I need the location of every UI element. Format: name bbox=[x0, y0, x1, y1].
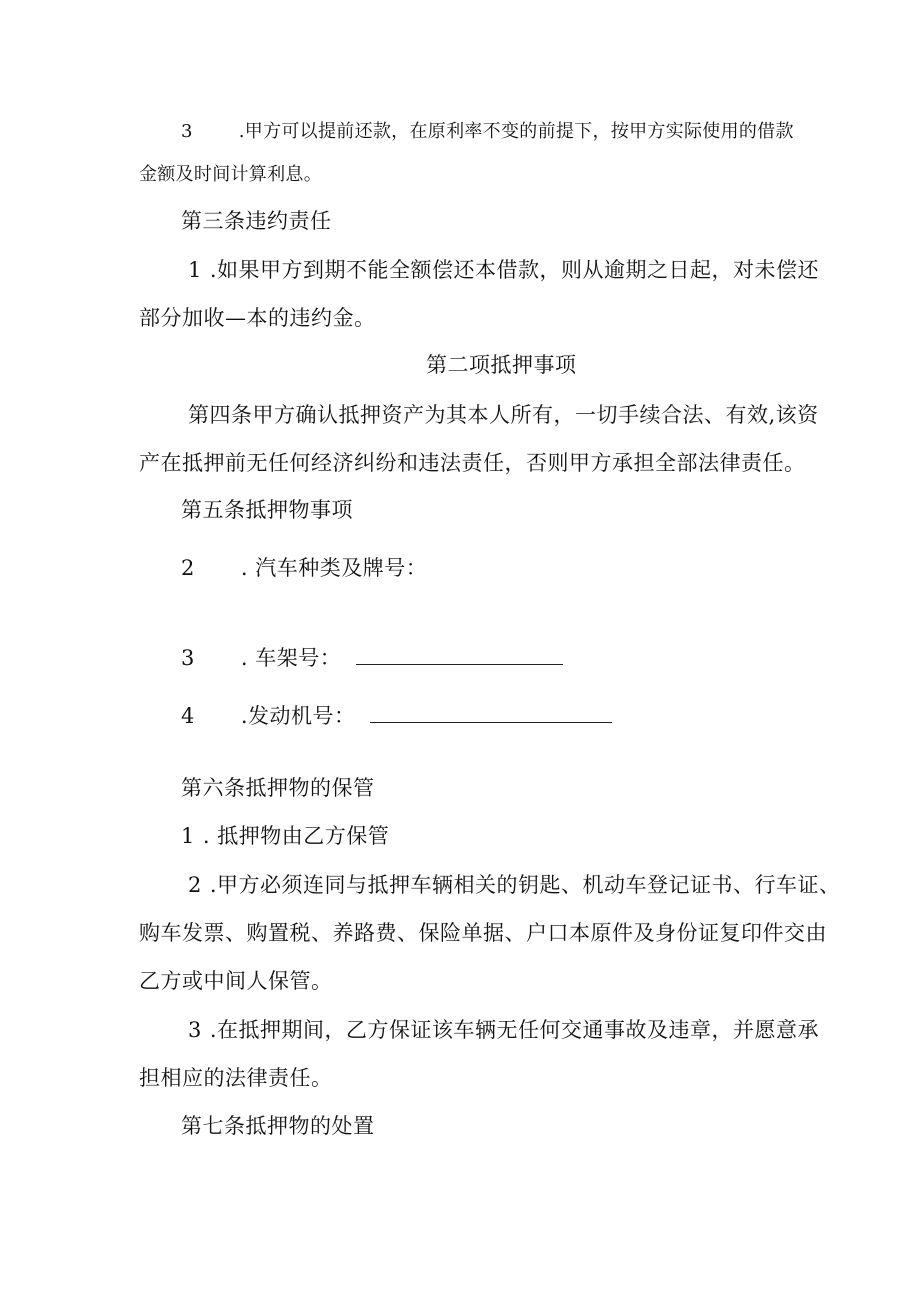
article5-item-engine-number: 4 bbox=[181, 704, 195, 728]
clause2-item3-line1 bbox=[181, 118, 794, 146]
clause2-item3-text-line1: .甲方可以提前还款，在原利率不变的前提下，按甲方实际使用的借款 bbox=[238, 121, 794, 142]
clause2-item3-number: 3 bbox=[181, 121, 193, 142]
article6-item3-line1 bbox=[188, 1016, 819, 1044]
article7-heading: 第七条抵押物的处置 bbox=[181, 1114, 375, 1138]
article3-heading: 第三条违约责任 bbox=[181, 209, 332, 233]
article3-item1-text-line1: .如果甲方到期不能全额偿还本借款，则从逾期之日起，对未偿还 bbox=[209, 258, 820, 282]
article6-item2-line1 bbox=[188, 871, 841, 899]
article5-item-vehicle-number: 2 bbox=[181, 556, 195, 580]
engine-number-blank bbox=[370, 722, 612, 723]
article5-item-engine bbox=[181, 702, 356, 730]
article6-item2-text-line1: .甲方必须连同与抵押车辆相关的钥匙、机动车登记证书、行车证、 bbox=[209, 873, 841, 897]
article4-line2: 产在抵押前无任何经济纠纷和违法责任，否则甲方承担全部法律责任。 bbox=[139, 451, 806, 475]
article6-item1-text: . 抵押物由乙方保管 bbox=[202, 824, 390, 848]
article6-item2-number: 2 bbox=[188, 873, 202, 897]
article3-item1-text-line2: 部分加收—本的违约金。 bbox=[139, 306, 376, 330]
article5-item-frame-number: 3 bbox=[181, 646, 195, 670]
frame-number-blank bbox=[356, 664, 563, 665]
article6-item3-text-line2: 担相应的法律责任。 bbox=[139, 1066, 333, 1090]
article5-item-engine-label: .发动机号： bbox=[240, 704, 356, 728]
article4-line1: 第四条甲方确认抵押资产为其本人所有，一切手续合法、有效,该资 bbox=[188, 403, 819, 427]
article5-heading: 第五条抵押物事项 bbox=[181, 498, 353, 522]
article5-item-vehicle-label: . 汽车种类及牌号： bbox=[240, 556, 428, 580]
article5-item-frame-label: . 车架号： bbox=[240, 646, 342, 670]
article6-item1-number: 1 bbox=[181, 824, 195, 848]
article3-item1-number: 1 bbox=[188, 258, 202, 282]
article3-item1-line1 bbox=[188, 256, 819, 284]
article6-heading: 第六条抵押物的保管 bbox=[181, 776, 375, 800]
article6-item1 bbox=[181, 822, 389, 850]
article5-item-vehicle bbox=[181, 554, 427, 582]
article5-item-frame bbox=[181, 644, 341, 672]
section2-title: 第二项抵押事项 bbox=[426, 353, 577, 377]
article6-item2-text-line3: 乙方或中间人保管。 bbox=[139, 969, 333, 993]
clause2-item3-text-line2: 金额及时间计算利息。 bbox=[139, 164, 322, 185]
article6-item2-text-line2: 购车发票、购置税、养路费、保险单据、户口本原件及身份证复印件交由 bbox=[139, 921, 827, 945]
article6-item3-number: 3 bbox=[188, 1018, 202, 1042]
article6-item3-text-line1: .在抵押期间，乙方保证该车辆无任何交通事故及违章，并愿意承 bbox=[209, 1018, 820, 1042]
